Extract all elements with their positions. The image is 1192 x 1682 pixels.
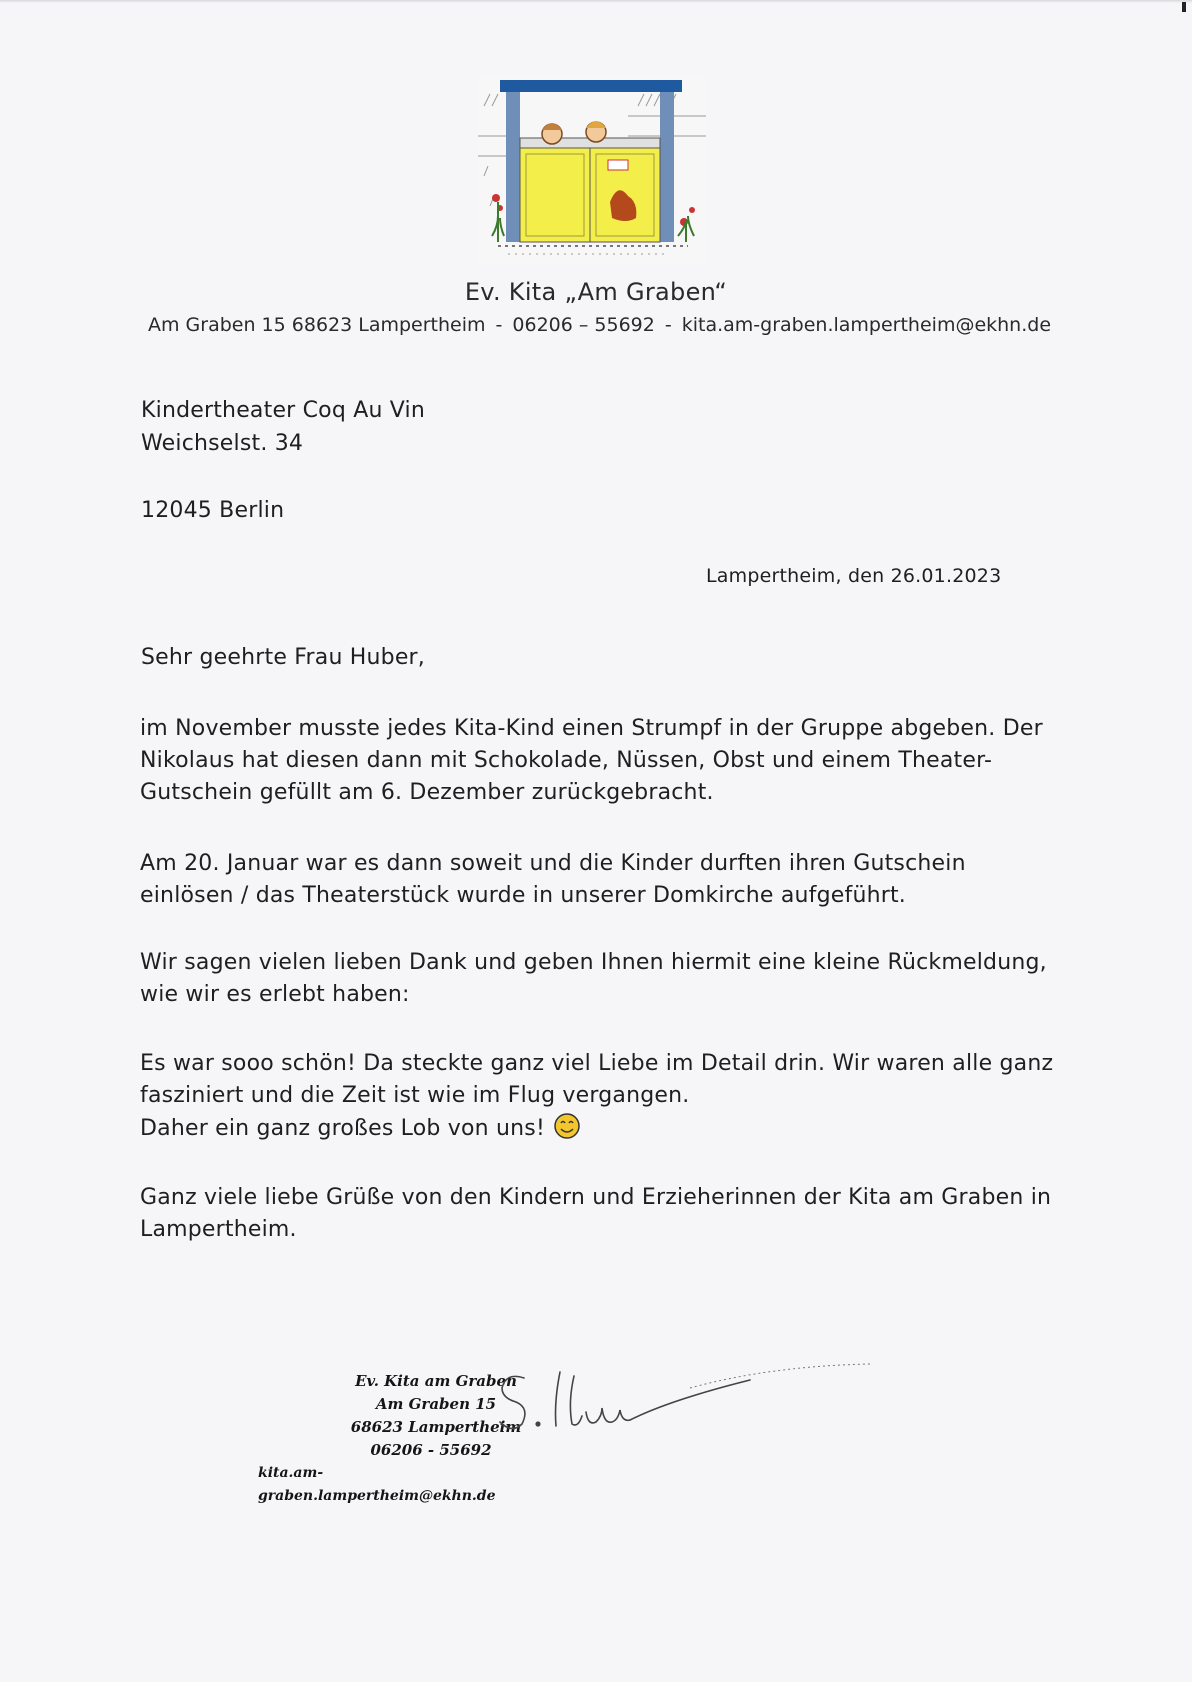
- letter-date: Lampertheim, den 26.01.2023: [706, 565, 1002, 587]
- paragraph-4: [140, 1048, 1060, 1145]
- text-line: einlösen / das Theaterstück wurde in unserer Domkirche aufgeführt.: [140, 883, 907, 908]
- stamp-line: Ev. Kita am Graben: [355, 1372, 517, 1390]
- smiley-face-icon: [553, 1112, 581, 1140]
- letterhead-phone: 06206 – 55692: [512, 314, 655, 336]
- scan-mark: [1182, 2, 1186, 12]
- salutation: Sehr geehrte Frau Huber,: [141, 645, 426, 670]
- text-line: Ganz viele liebe Grüße von den Kindern und Erzieherinnen der Kita am Graben in: [140, 1185, 1052, 1210]
- paragraph-5: [140, 1182, 1060, 1246]
- paragraph-2: [140, 848, 1060, 912]
- letterhead-email: kita.am-graben.lampertheim@ekhn.de: [681, 314, 1052, 336]
- recipient-name: Kindertheater Coq Au Vin: [141, 398, 426, 423]
- recipient-city: 12045 Berlin: [141, 498, 285, 523]
- text-line: Gutschein gefüllt am 6. Dezember zurückgebracht.: [140, 780, 714, 805]
- letterhead-contact: [148, 314, 1052, 336]
- text-line: Am 20. Januar war es dann soweit und die Kinder durften ihren Gutschein: [140, 851, 966, 876]
- text-line: Lampertheim.: [140, 1217, 297, 1242]
- text-line: wie wir es erlebt haben:: [140, 982, 410, 1007]
- text-line: Wir sagen vielen lieben Dank und geben Ihnen hiermit eine kleine Rückmeldung,: [140, 950, 1047, 975]
- separator: -: [664, 314, 672, 336]
- recipient-street: Weichselst. 34: [141, 431, 304, 456]
- scan-edge: [0, 0, 1192, 3]
- text-line-content: Daher ein ganz großes Lob von uns!: [140, 1116, 545, 1141]
- text-line: Es war sooo schön! Da steckte ganz viel Liebe im Detail drin. Wir waren alle ganz: [140, 1051, 1054, 1076]
- kita-door-illustration-icon: [478, 76, 706, 264]
- stamp-line: 06206 - 55692: [370, 1441, 492, 1459]
- stamp-line: 68623 Lampertheim: [350, 1418, 522, 1436]
- stamp-line: kita.am-graben.lampertheim@ekhn.de: [258, 1465, 496, 1504]
- paragraph-3: [140, 947, 1060, 1011]
- text-line: im November musste jedes Kita-Kind einen Strumpf in der Gruppe abgeben. Der: [140, 716, 1043, 741]
- stamp-line: Am Graben 15: [375, 1395, 497, 1413]
- text-line: [140, 1112, 1060, 1145]
- letterhead-title: Ev. Kita „Am Graben“: [464, 278, 728, 306]
- handwritten-signature: [490, 1362, 870, 1452]
- recipient-address: [141, 394, 425, 527]
- separator: -: [495, 314, 503, 336]
- letterhead-address: Am Graben 15 68623 Lampertheim: [148, 314, 486, 336]
- text-line: fasziniert und die Zeit ist wie im Flug vergangen.: [140, 1083, 690, 1108]
- text-line: Nikolaus hat diesen dann mit Schokolade, Nüssen, Obst und einem Theater-: [140, 748, 993, 773]
- paragraph-1: [140, 713, 1060, 809]
